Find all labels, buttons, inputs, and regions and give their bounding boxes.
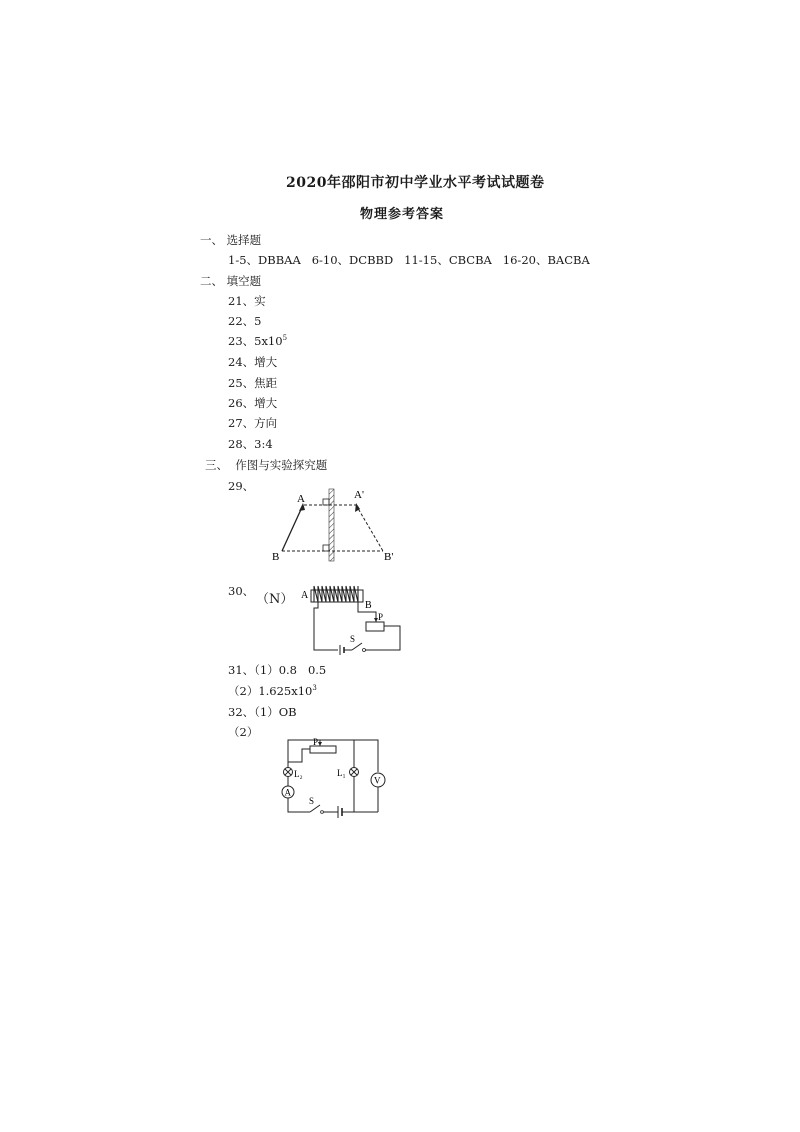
coil-end-b: B <box>365 600 372 611</box>
slider-label: P <box>378 612 384 622</box>
answer-31-part2-base: （2）1.625x10 <box>228 684 313 698</box>
question-29-label: 29、 <box>228 479 255 493</box>
rheostat <box>366 622 384 631</box>
answer-23-exponent: 5 <box>282 334 288 343</box>
answer-31-part2 <box>228 683 317 699</box>
answer-27: 27、方向 <box>228 416 278 430</box>
answer-32-part1: 32、（1）OB <box>228 705 297 719</box>
page-title: 2020年邵阳市初中学业水平考试试题卷 <box>286 175 545 191</box>
switch-label: S <box>309 796 315 806</box>
answer-23 <box>228 333 287 349</box>
answer-32-part2: （2） <box>228 725 259 739</box>
lamp-icon <box>284 768 293 777</box>
answer-24: 24、增大 <box>228 355 278 369</box>
switch-lever <box>352 643 362 650</box>
answer-31-part1: 31、（1）0.8 0.5 <box>228 663 327 677</box>
answer-23-base: 23、5x10 <box>228 334 283 348</box>
wire-rheostat-left <box>288 749 310 762</box>
label-b: B <box>272 551 280 563</box>
right-angle-top <box>323 499 329 505</box>
label-b-prime: B' <box>384 551 394 563</box>
choice-answers: 1-5、DBBAA 6-10、DCBBD 11-15、CBCBA 16-20、BACBA <box>228 253 590 267</box>
slider-arrow <box>318 742 322 746</box>
label-a: A <box>297 493 305 505</box>
switch-lever <box>310 805 320 812</box>
lamp-icon <box>350 768 359 777</box>
wire-bottom-left <box>288 798 310 812</box>
section-1-heading: 一、 选择题 <box>200 233 262 247</box>
wire-left <box>314 602 338 650</box>
outer-wire <box>288 740 378 788</box>
label-a-prime: A' <box>354 489 364 501</box>
page-subtitle: 物理参考答案 <box>360 207 445 222</box>
answer-26: 26、增大 <box>228 396 278 410</box>
pole-answer: （N） <box>256 592 294 607</box>
question-30-label: 30、 <box>228 584 255 598</box>
section-3-heading: 三、 作图与实验探究题 <box>205 458 328 472</box>
lamp-label-left: L₂ <box>294 769 303 779</box>
wire-right <box>365 626 400 650</box>
answer-31-part2-exponent: 3 <box>312 684 317 693</box>
answer-22: 22、5 <box>228 314 262 328</box>
plane-mirror <box>329 489 334 561</box>
mirror-reflection-diagram <box>270 485 410 565</box>
slider-label: P <box>313 737 319 747</box>
section-2-heading: 二、 填空题 <box>200 274 262 288</box>
lamp-circuit <box>278 732 398 820</box>
image-line-ab <box>356 505 383 551</box>
coil-end-a: A <box>301 590 309 601</box>
answer-28: 28、3:4 <box>228 437 273 451</box>
answer-21: 21、实 <box>228 294 266 308</box>
ammeter-label: A <box>284 787 291 798</box>
object-arrow-ab <box>282 505 303 551</box>
answer-25: 25、焦距 <box>228 376 278 390</box>
voltmeter-label: V <box>374 775 381 786</box>
right-angle-bottom <box>323 545 329 551</box>
lamp-label-right: L₁ <box>337 768 346 778</box>
electromagnet-circuit <box>296 580 406 660</box>
rheostat <box>310 746 336 753</box>
switch-contact <box>321 811 324 814</box>
coil-windings <box>314 586 358 602</box>
switch-label: S <box>350 634 356 644</box>
